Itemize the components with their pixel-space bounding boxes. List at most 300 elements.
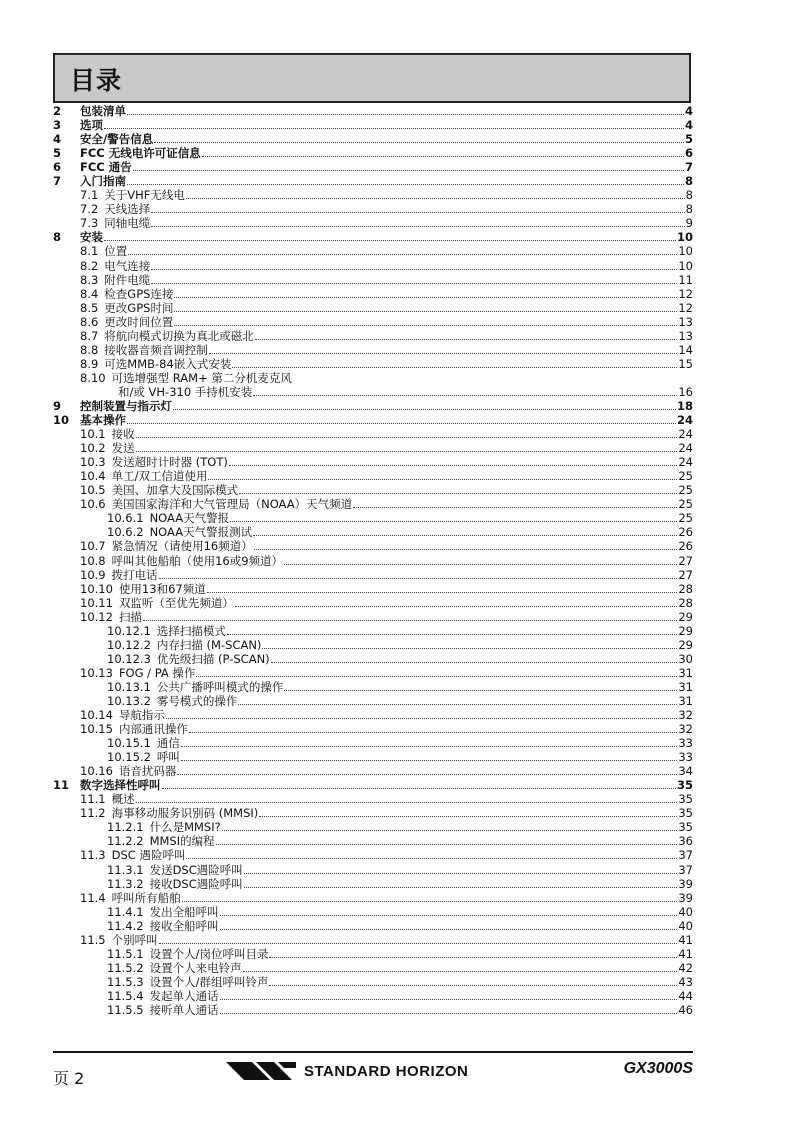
toc-page-number: 37 [678,862,693,877]
toc-entry-number: 11.2.1 [107,820,144,835]
brand-name: STANDARD HORIZON [304,1062,469,1080]
toc-entry-number: 10.7 [80,539,106,554]
toc-entry-number: 11.3.2 [107,876,144,891]
toc-dot-leader [151,216,684,227]
toc-dot-leader [133,160,684,171]
toc-entry[interactable] [53,975,693,989]
toc-entry-number: 10.11 [80,595,113,610]
toc-dot-leader [220,989,678,1000]
toc-entry-number: 11.2 [80,806,106,821]
footer-page-number: 页 2 [53,1069,85,1088]
toc-entry-label: 接收器音频音调控制 [104,342,208,357]
toc-entry-number: 10.3 [80,455,106,470]
toc-entry[interactable] [53,666,693,680]
toc-dot-leader [254,539,678,550]
toc-dot-leader [181,736,677,747]
toc-entry-label: 通信 [156,736,180,751]
toc-entry-label: 和/或 VH-310 手持机安装 [118,384,253,399]
toc-entry[interactable] [53,905,693,919]
toc-entry[interactable] [53,764,693,778]
toc-entry-label: 位置 [104,244,128,259]
toc-entry-label: 可选增强型 RAM+ 第二分机麦克风 [111,370,292,385]
toc-dot-leader [154,132,684,143]
toc-page-number: 9 [685,216,693,231]
toc-entry[interactable] [53,104,693,118]
toc-entry-label: 电气连接 [104,258,151,273]
toc-entry-label: 基本操作 [80,413,126,428]
toc-entry[interactable] [53,455,693,469]
toc-dot-leader [196,666,677,677]
toc-dot-leader [230,511,677,522]
toc-entry-number: 10.13.1 [107,679,151,694]
toc-page-number: 31 [678,679,693,694]
toc-dot-leader [229,455,678,466]
toc-entry[interactable] [53,427,693,441]
toc-dot-leader [173,399,676,410]
toc-dot-leader [220,1003,678,1014]
toc-dot-leader [177,764,677,775]
toc-page-number: 34 [678,764,693,779]
toc-entry-label: 接收全船呼叫 [149,918,219,933]
toc-dot-leader [284,680,677,691]
toc-page-number: 8 [685,202,693,217]
toc-entry-number: 11.5.4 [107,988,144,1003]
toc-entry-label: 控制装置与指示灯 [80,398,172,413]
toc-entry[interactable] [53,146,693,160]
toc-page-number: 41 [678,946,693,961]
toc-entry-number: 11.5.1 [107,946,144,961]
toc-entry[interactable] [53,244,693,258]
toc-page-number: 10 [678,244,693,259]
toc-page-number: 32 [678,708,693,723]
toc-dot-leader [151,202,684,213]
toc-entry-label: 导航指示 [118,708,165,723]
toc-page-number: 32 [678,722,693,737]
toc-page-number: 15 [678,356,693,371]
toc-page-number: 28 [678,595,693,610]
toc-dot-leader [127,104,684,115]
toc-page-number: 7 [684,160,693,175]
toc-entry-number: 7.3 [80,216,99,231]
toc-entry-number: 11.1 [80,792,106,807]
toc-entry-label: 发送DSC遇险呼叫 [149,862,243,877]
toc-dot-leader [202,146,684,157]
toc-page-number: 43 [678,974,693,989]
toc-entry-number: 11.4 [80,890,106,905]
toc-entry-label: 发送 [111,441,135,456]
toc-entry[interactable] [53,652,693,666]
toc-entry-label: 入门指南 [80,174,126,189]
toc-entry[interactable] [53,638,693,652]
toc-dot-leader [136,792,678,803]
toc-entry-label: 雾号模式的操作 [156,693,238,708]
toc-entry[interactable] [53,708,693,722]
toc-page-number: 12 [678,286,693,301]
toc-entry[interactable] [53,863,693,877]
toc-entry[interactable] [53,933,693,947]
toc-entry-number: 9 [53,398,62,413]
toc-entry[interactable] [53,961,693,975]
toc-dot-leader [166,708,677,719]
toc-dot-leader [284,554,677,565]
toc-dot-leader [186,848,677,859]
toc-entry-number: 11.5 [80,932,106,947]
toc-page-number: 46 [678,1003,693,1017]
toc-entry-number: 11.5.3 [107,974,144,989]
toc-page-number: 25 [678,511,693,526]
toc-entry-number: 10.12.1 [107,623,151,638]
toc-entry-label: 设置个人/群组呼叫铃声 [149,974,269,989]
toc-entry-number: 8.8 [80,342,99,357]
toc-page-number: 25 [678,497,693,512]
toc-dot-leader [238,694,677,705]
toc-entry[interactable] [53,259,693,273]
toc-page-number: 26 [678,525,693,540]
toc-entry[interactable] [53,877,693,891]
toc-entry[interactable] [53,596,693,610]
toc-entry-label: 优先级扫描 (P-SCAN) [156,651,270,666]
toc-page-number: 8 [684,174,693,189]
toc-entry[interactable] [53,511,693,525]
toc-entry-number: 11.3 [80,848,106,863]
toc-dot-leader [244,877,678,888]
toc-page-number: 13 [678,314,693,329]
toc-entry-number: 8.3 [80,272,99,287]
toc-entry-label: 检查GPS连接 [104,286,174,301]
toc-page-number: 18 [676,398,693,413]
toc-entry-number: 6 [53,160,62,175]
toc-entry-label: 使用13和67频道 [118,581,206,596]
toc-entry[interactable] [53,694,693,708]
toc-entry-number: 3 [53,118,62,133]
toc-page-number: 24 [678,427,693,442]
toc-page-number: 10 [678,258,693,273]
toc-dot-leader [232,357,677,368]
toc-entry-number: 10.1 [80,427,106,442]
toc-entry-label: 安全/警告信息 [80,132,154,147]
toc-page-number: 4 [684,118,693,133]
toc-entry-label: 设置个人来电铃声 [149,960,242,975]
toc-entry-number: 8.7 [80,328,99,343]
toc-dot-leader [127,413,676,424]
toc-dot-leader [174,287,677,298]
toc-entry-label: 附件电缆 [104,272,151,287]
toc-dot-leader [159,933,678,944]
toc-dot-leader [136,427,678,438]
toc-entry-number: 11.2.2 [107,834,144,849]
toc-page-number: 35 [678,792,693,807]
toc-entry-number: 8.1 [80,244,99,259]
toc-page-number: 31 [678,665,693,680]
toc-entry-label: 数字选择性呼叫 [80,778,161,793]
toc-dot-leader [239,483,677,494]
toc-page-number: 39 [678,890,693,905]
toc-entry[interactable] [53,132,693,146]
toc-entry[interactable] [53,371,693,385]
toc-page-number: 24 [678,455,693,470]
toc-entry-number: 10.13.2 [107,693,151,708]
toc-page-number: 6 [684,146,693,161]
toc-dot-leader [159,568,678,579]
toc-entry-number: 10.6 [80,497,106,512]
toc-entry[interactable] [53,497,693,511]
table-of-contents [53,104,693,1017]
toc-dot-leader [271,652,678,663]
toc-entry-number: 4 [53,132,62,147]
toc-dot-leader [269,947,677,958]
toc-entry-label: 公共广播呼叫模式的操作 [156,679,284,694]
toc-dot-leader [208,469,677,480]
toc-page-number: 26 [678,539,693,554]
toc-entry-label: DSC 遇险呼叫 [111,848,186,863]
toc-page-number: 29 [678,637,693,652]
toc-page-number: 14 [678,342,693,357]
toc-entry-number: 10.15 [80,722,113,737]
toc-entry-label: 紧急情况（请使用16频道） [111,539,253,554]
toc-page-number: 29 [678,623,693,638]
toc-entry-label: 选项 [80,118,103,133]
toc-entry-label: 美国、加拿大及国际模式 [111,483,239,498]
toc-page-number: 25 [678,469,693,484]
toc-entry[interactable] [53,202,693,216]
toc-entry[interactable] [53,273,693,287]
toc-dot-leader [235,596,677,607]
toc-page-number: 33 [678,750,693,765]
toc-entry-label: 接听单人通话 [149,1003,219,1017]
toc-page-number: 31 [678,693,693,708]
toc-entry-number: 10.9 [80,567,106,582]
toc-entry[interactable] [53,301,693,315]
toc-entry[interactable] [53,834,693,848]
toc-dot-leader [262,638,677,649]
toc-entry[interactable] [53,680,693,694]
toc-entry[interactable] [53,582,693,596]
toc-dot-leader [151,273,677,284]
toc-page-number: 16 [678,384,693,399]
toc-entry[interactable] [53,315,693,329]
toc-entry-label: 呼叫所有船舶 [111,890,181,905]
toc-entry[interactable] [53,160,693,174]
toc-entry[interactable] [53,778,693,792]
toc-entry-number: 11 [53,778,70,793]
toc-entry-number: 2 [53,104,62,118]
toc-dot-leader [189,722,677,733]
toc-entry-label: 双监听（至优先频道） [118,595,234,610]
toc-entry[interactable] [53,624,693,638]
toc-page-number: 35 [678,820,693,835]
toc-entry[interactable] [53,820,693,834]
toc-entry-label: 个别呼叫 [111,932,158,947]
toc-entry[interactable] [53,1003,693,1017]
toc-page-number: 27 [678,567,693,582]
toc-entry[interactable] [53,554,693,568]
toc-dot-leader [207,582,678,593]
toc-entry[interactable] [53,750,693,764]
toc-entry-number: 7 [53,174,62,189]
toc-entry[interactable] [53,469,693,483]
toc-dot-leader [181,750,677,761]
toc-dot-leader [220,919,678,930]
toc-entry-number: 5 [53,146,62,161]
toc-entry-label: 关于VHF无线电 [104,188,185,203]
toc-entry-label: FCC 无线电许可证信息 [80,146,201,161]
toc-entry-number: 11.4.2 [107,918,144,933]
toc-dot-leader [259,806,677,817]
toc-entry-label: 更改GPS时间 [104,300,174,315]
toc-page-number: 30 [678,651,693,666]
toc-page-number: 28 [678,581,693,596]
toc-dot-leader [244,863,678,874]
toc-page-number: 33 [678,736,693,751]
toc-entry[interactable] [53,568,693,582]
toc-entry[interactable] [53,989,693,1003]
toc-entry-number: 10.12 [80,609,113,624]
toc-entry[interactable] [53,891,693,905]
toc-entry[interactable] [53,483,693,497]
toc-entry-number: 10 [53,413,70,428]
toc-entry-label: 更改时间位置 [104,314,174,329]
toc-entry-number: 8.10 [80,370,106,385]
toc-entry[interactable] [53,357,693,371]
toc-entry-label: 发起单人通话 [149,988,219,1003]
toc-dot-leader [143,610,677,621]
toc-page-number: 10 [676,230,693,245]
toc-entry[interactable] [53,385,693,399]
toc-entry-label: 什么是MMSI? [149,820,221,835]
toc-page-number: 29 [678,609,693,624]
toc-dot-leader [253,385,677,396]
toc-entry[interactable] [53,947,693,961]
toc-entry-label: FCC 通告 [80,160,132,175]
toc-page-number: 12 [678,300,693,315]
toc-title-box [53,53,691,103]
toc-entry-label: 呼叫其他船舶（使用16或9频道） [111,553,284,568]
toc-entry-number: 8.4 [80,286,99,301]
toc-entry[interactable] [53,174,693,188]
toc-entry[interactable] [53,806,693,820]
toc-dot-leader [151,259,677,270]
toc-entry-number: 10.2 [80,441,106,456]
toc-page-number: 40 [678,918,693,933]
toc-entry[interactable] [53,118,693,132]
page-title: 目录 [70,66,123,95]
toc-entry[interactable] [53,919,693,933]
toc-dot-leader [253,525,677,536]
toc-page-number: 44 [678,988,693,1003]
toc-page-number: 36 [678,834,693,849]
toc-page-number: 13 [678,328,693,343]
toc-entry-label: NOAA天气警报 [149,511,230,526]
toc-entry-number: 10.6.2 [107,525,144,540]
toc-entry-label: 美国国家海洋和大气管理局（NOAA）天气频道 [111,497,353,512]
toc-entry-label: 接收 [111,427,135,442]
toc-entry[interactable] [53,413,693,427]
toc-dot-leader [104,230,676,241]
toc-dot-leader [243,961,678,972]
toc-page-number: 11 [678,272,693,287]
toc-entry-number: 10.14 [80,708,113,723]
toc-page-number: 24 [676,413,693,428]
toc-dot-leader [227,624,677,635]
toc-entry-number: 10.12.3 [107,651,151,666]
toc-entry[interactable] [53,610,693,624]
toc-entry-label: 同轴电缆 [104,216,151,231]
toc-page-number: 40 [678,904,693,919]
toc-entry[interactable] [53,539,693,553]
toc-page-number: 4 [684,104,693,118]
toc-entry-number: 8.2 [80,258,99,273]
toc-entry-label: 发送超时计时器 (TOT) [111,455,228,470]
toc-dot-leader [269,975,677,986]
toc-entry-number: 10.4 [80,469,106,484]
toc-entry[interactable] [53,736,693,750]
toc-entry-number: 11.3.1 [107,862,144,877]
toc-entry-label: 将航向模式切换为真北或磁北 [104,328,254,343]
toc-dot-leader [127,174,684,185]
toc-entry-number: 8.9 [80,356,99,371]
standard-horizon-logo-icon [226,1060,298,1082]
toc-entry-number: 10.16 [80,764,113,779]
toc-dot-leader [216,834,678,845]
toc-entry-label: 拨打电话 [111,567,158,582]
toc-entry-label: 内部通讯操作 [118,722,188,737]
toc-dot-leader [136,441,678,452]
toc-entry[interactable] [53,329,693,343]
toc-entry-label: 单工/双工信道使用 [111,469,208,484]
toc-entry[interactable] [53,287,693,301]
toc-entry-number: 11.5.2 [107,960,144,975]
toc-entry-number: 10.5 [80,483,106,498]
toc-entry-label: 发出全船呼叫 [149,904,219,919]
toc-entry[interactable] [53,848,693,862]
toc-dot-leader [162,778,676,789]
toc-entry[interactable] [53,230,693,244]
toc-page-number: 37 [678,848,693,863]
toc-dot-leader [174,301,677,312]
toc-dot-leader [255,329,678,340]
toc-entry-label: 内存扫描 (M-SCAN) [156,637,262,652]
toc-page-number: 35 [678,806,693,821]
toc-entry-label: 包装清单 [80,104,126,118]
toc-entry-label: 海事移动服务识别码 (MMSI) [111,806,259,821]
toc-entry[interactable] [53,525,693,539]
brand-logo [226,1060,468,1082]
toc-entry-label: 设置个人/岗位呼叫目录 [149,946,269,961]
toc-entry[interactable] [53,188,693,202]
toc-entry[interactable] [53,216,693,230]
toc-entry-label: 扫描 [118,609,142,624]
toc-entry-label: 概述 [111,792,135,807]
toc-dot-leader [128,244,677,255]
toc-dot-leader [209,343,678,354]
toc-entry-number: 10.15.2 [107,750,151,765]
toc-entry-number: 7.2 [80,202,99,217]
toc-dot-leader [353,497,677,508]
toc-entry-number: 10.13 [80,665,113,680]
toc-entry[interactable] [53,441,693,455]
toc-page-number: 41 [678,932,693,947]
toc-entry-label: MMSI的编程 [149,834,215,849]
toc-page-number: 24 [678,441,693,456]
toc-entry-label: 呼叫 [156,750,180,765]
toc-entry-number: 10.8 [80,553,106,568]
toc-dot-leader [222,820,678,831]
toc-entry[interactable] [53,792,693,806]
toc-entry[interactable] [53,399,693,413]
toc-entry[interactable] [53,343,693,357]
toc-entry[interactable] [53,722,693,736]
toc-page-number: 35 [676,778,693,793]
